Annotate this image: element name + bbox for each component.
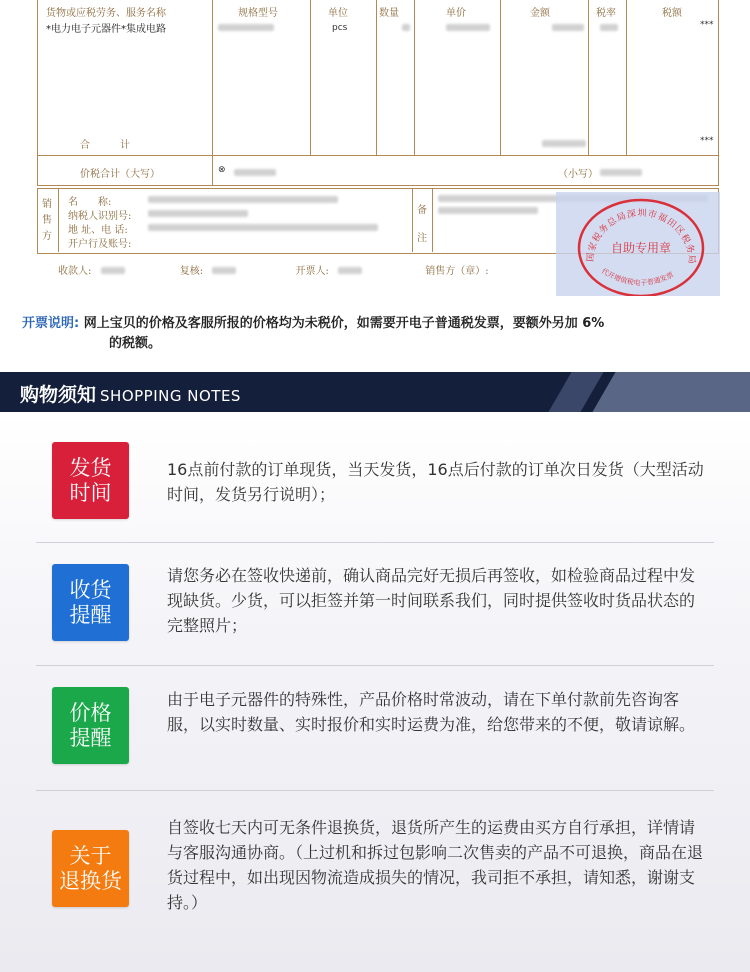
blurred-price	[446, 24, 490, 31]
item-text-shipping-time: 16点前付款的订单现货，当天发货，16点后付款的订单次日发货（大型活动时间，发货另行说明）；	[167, 460, 704, 504]
item-text-returns: 自签收七天内可无条件退换货，退货所产生的运费由买方自行承担，详情请与客服沟通协商。（上过机和拆过包影响二次售卖的产品不可退换，商品在退货过程中，如出现因物流造成损失的情况，我司拒不承担，请知悉，谢谢支持。）	[167, 818, 704, 912]
blurred-tax-rate	[600, 24, 618, 31]
shopping-notes-panel	[0, 412, 750, 972]
svg-text:代开增值税电子普通发票: 代开增值税电子普通发票	[600, 266, 675, 288]
blurred-lowercase-total	[600, 169, 642, 176]
seller-seal-label: 销售方（章）:	[425, 266, 489, 277]
invoice-image	[0, 0, 750, 296]
svg-text:自助专用章: 自助专用章	[610, 241, 672, 255]
header-spec: 规格型号	[238, 8, 278, 19]
invoice-footer	[58, 262, 489, 277]
item-text-price-reminder: 由于电子元器件的特殊性，产品价格时常波动，请在下单付款前先咨询客服，以实时数量、实时报价和实时运费为准，给您带来的不便，敬请谅解。	[167, 690, 696, 734]
total-label: 合 计	[80, 140, 130, 151]
seller-field-bank: 开户行及账号:	[68, 239, 132, 250]
item-text-receipt-reminder: 请您务必在签收快递前，确认商品完好无损后再签收，如检验商品过程中发现缺货。少货，可以拒签并第一时间联系我们，同时提供签收时货品状态的完整照片；	[167, 566, 696, 635]
invoice-goods-table	[37, 0, 719, 186]
circle-x-icon: ⊗	[218, 165, 226, 175]
blurred-uppercase-total	[234, 169, 276, 176]
seller-field-taxid: 纳税人识别号:	[68, 211, 132, 222]
badge-shipping-time: 发货 时间	[52, 442, 129, 519]
blurred-seller-taxid	[148, 210, 248, 217]
invoice-note	[22, 314, 732, 354]
payee-label: 收款人:	[58, 266, 92, 277]
header-tax: 税额	[662, 8, 682, 19]
item-name: *电力电子元器件*集成电路	[46, 24, 166, 35]
price-tax-total-label: 价税合计（大写）	[80, 169, 160, 180]
small-label: （小写）	[558, 169, 598, 180]
item-unit: pcs	[332, 23, 348, 33]
note-line-1: 网上宝贝的价格及客服所报的价格均为未税价，如需要开电子普通税发票，要额外另加 6%	[83, 316, 605, 331]
header-unit: 单位	[328, 8, 348, 19]
banner-title: 购物须知 SHOPPING NOTES	[20, 384, 241, 406]
blurred-qty	[402, 24, 410, 31]
note-label: 开票说明:	[22, 316, 80, 331]
seller-side-label: 销 售 方	[42, 199, 52, 242]
note-item-returns	[36, 791, 714, 941]
official-seal-icon	[575, 192, 707, 296]
header-goods-name: 货物或应税劳务、服务名称	[46, 8, 166, 19]
shopping-notes-banner	[0, 372, 750, 412]
header-tax-rate: 税率	[596, 8, 616, 19]
note-item-shipping-time	[36, 412, 714, 542]
note-item-receipt-reminder	[36, 543, 714, 665]
note-item-price-reminder	[36, 666, 714, 790]
blurred-total	[542, 140, 586, 147]
tax-stars: ***	[700, 20, 714, 30]
seller-field-address: 地 址、电 话:	[68, 225, 128, 236]
badge-receipt-reminder: 收货 提醒	[52, 564, 129, 641]
blurred-spec	[218, 24, 274, 31]
issuer-label: 开票人:	[295, 266, 329, 277]
reviewer-label: 复核:	[179, 266, 204, 277]
total-tax-stars: ***	[700, 136, 714, 146]
seller-field-name: 名 称:	[68, 197, 112, 208]
banner-subtitle: SHOPPING NOTES	[100, 387, 241, 405]
header-qty: 数量	[379, 8, 399, 19]
blurred-seller-address	[148, 224, 378, 231]
badge-returns: 关于 退换货	[52, 830, 129, 907]
note-line-2: 的税额。	[109, 336, 162, 351]
blurred-remarks-2	[438, 207, 538, 214]
blurred-seller-name	[148, 196, 338, 203]
remarks-label: 备 注	[417, 205, 427, 244]
svg-text:国家税务总局深圳市福田区税务局: 国家税务总局深圳市福田区税务局	[585, 208, 697, 265]
header-price: 单价	[446, 8, 466, 19]
blurred-amount	[552, 24, 584, 31]
badge-price-reminder: 价格 提醒	[52, 687, 129, 764]
header-amount: 金额	[530, 8, 550, 19]
